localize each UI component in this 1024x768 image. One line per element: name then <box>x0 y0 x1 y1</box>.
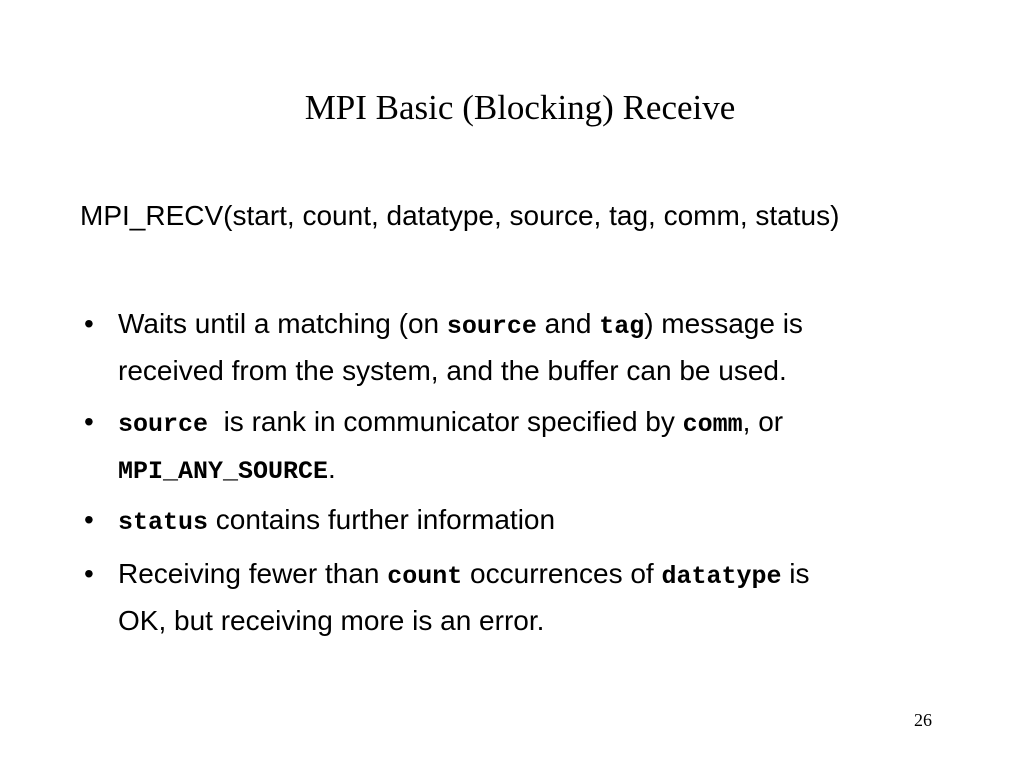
bullet-line <box>118 400 998 447</box>
code-term: comm <box>682 410 743 439</box>
code-term: MPI_ANY_SOURCE <box>118 457 329 486</box>
text-run: received from the system, and the buffer can be used. <box>118 355 787 386</box>
bullet-line <box>118 498 998 545</box>
bullet-text <box>118 302 998 393</box>
code-term: datatype <box>661 562 782 591</box>
text-run: Waits until a matching (on <box>118 308 447 339</box>
text-run: , or <box>742 406 784 437</box>
text-run: OK, but receiving more is an error. <box>118 605 545 636</box>
bullet-icon: • <box>84 558 94 589</box>
text-run: ) message is <box>644 308 803 339</box>
page-number: 26 <box>914 710 932 730</box>
bullet-text <box>118 400 998 494</box>
code-term: count <box>387 562 463 591</box>
text-run: occurrences of <box>462 558 662 589</box>
bullet-line <box>118 599 998 643</box>
code-term: source <box>446 312 537 341</box>
text-run: Receiving fewer than <box>118 558 388 589</box>
bullet-line <box>118 552 998 599</box>
text-run: and <box>536 308 600 339</box>
code-term: tag <box>599 312 645 341</box>
bullet-icon: • <box>84 504 94 535</box>
slide-title: MPI Basic (Blocking) Receive <box>304 88 736 127</box>
bullet-icon: • <box>84 406 94 437</box>
bullet-line <box>118 302 998 349</box>
bullet-icon: • <box>84 308 94 339</box>
bullet-text <box>118 498 998 545</box>
text-run: contains further information <box>208 504 556 535</box>
text-run: . <box>328 453 336 484</box>
bullet-line <box>118 349 998 393</box>
function-signature: MPI_RECV(start, count, datatype, source, tag, comm, status) <box>80 200 840 231</box>
code-term: status <box>118 508 209 537</box>
text-run: is rank in communicator specified by <box>208 406 683 437</box>
bullet-text <box>118 552 998 643</box>
code-term: source <box>118 410 209 439</box>
bullet-line <box>118 447 998 494</box>
text-run: is <box>781 558 810 589</box>
